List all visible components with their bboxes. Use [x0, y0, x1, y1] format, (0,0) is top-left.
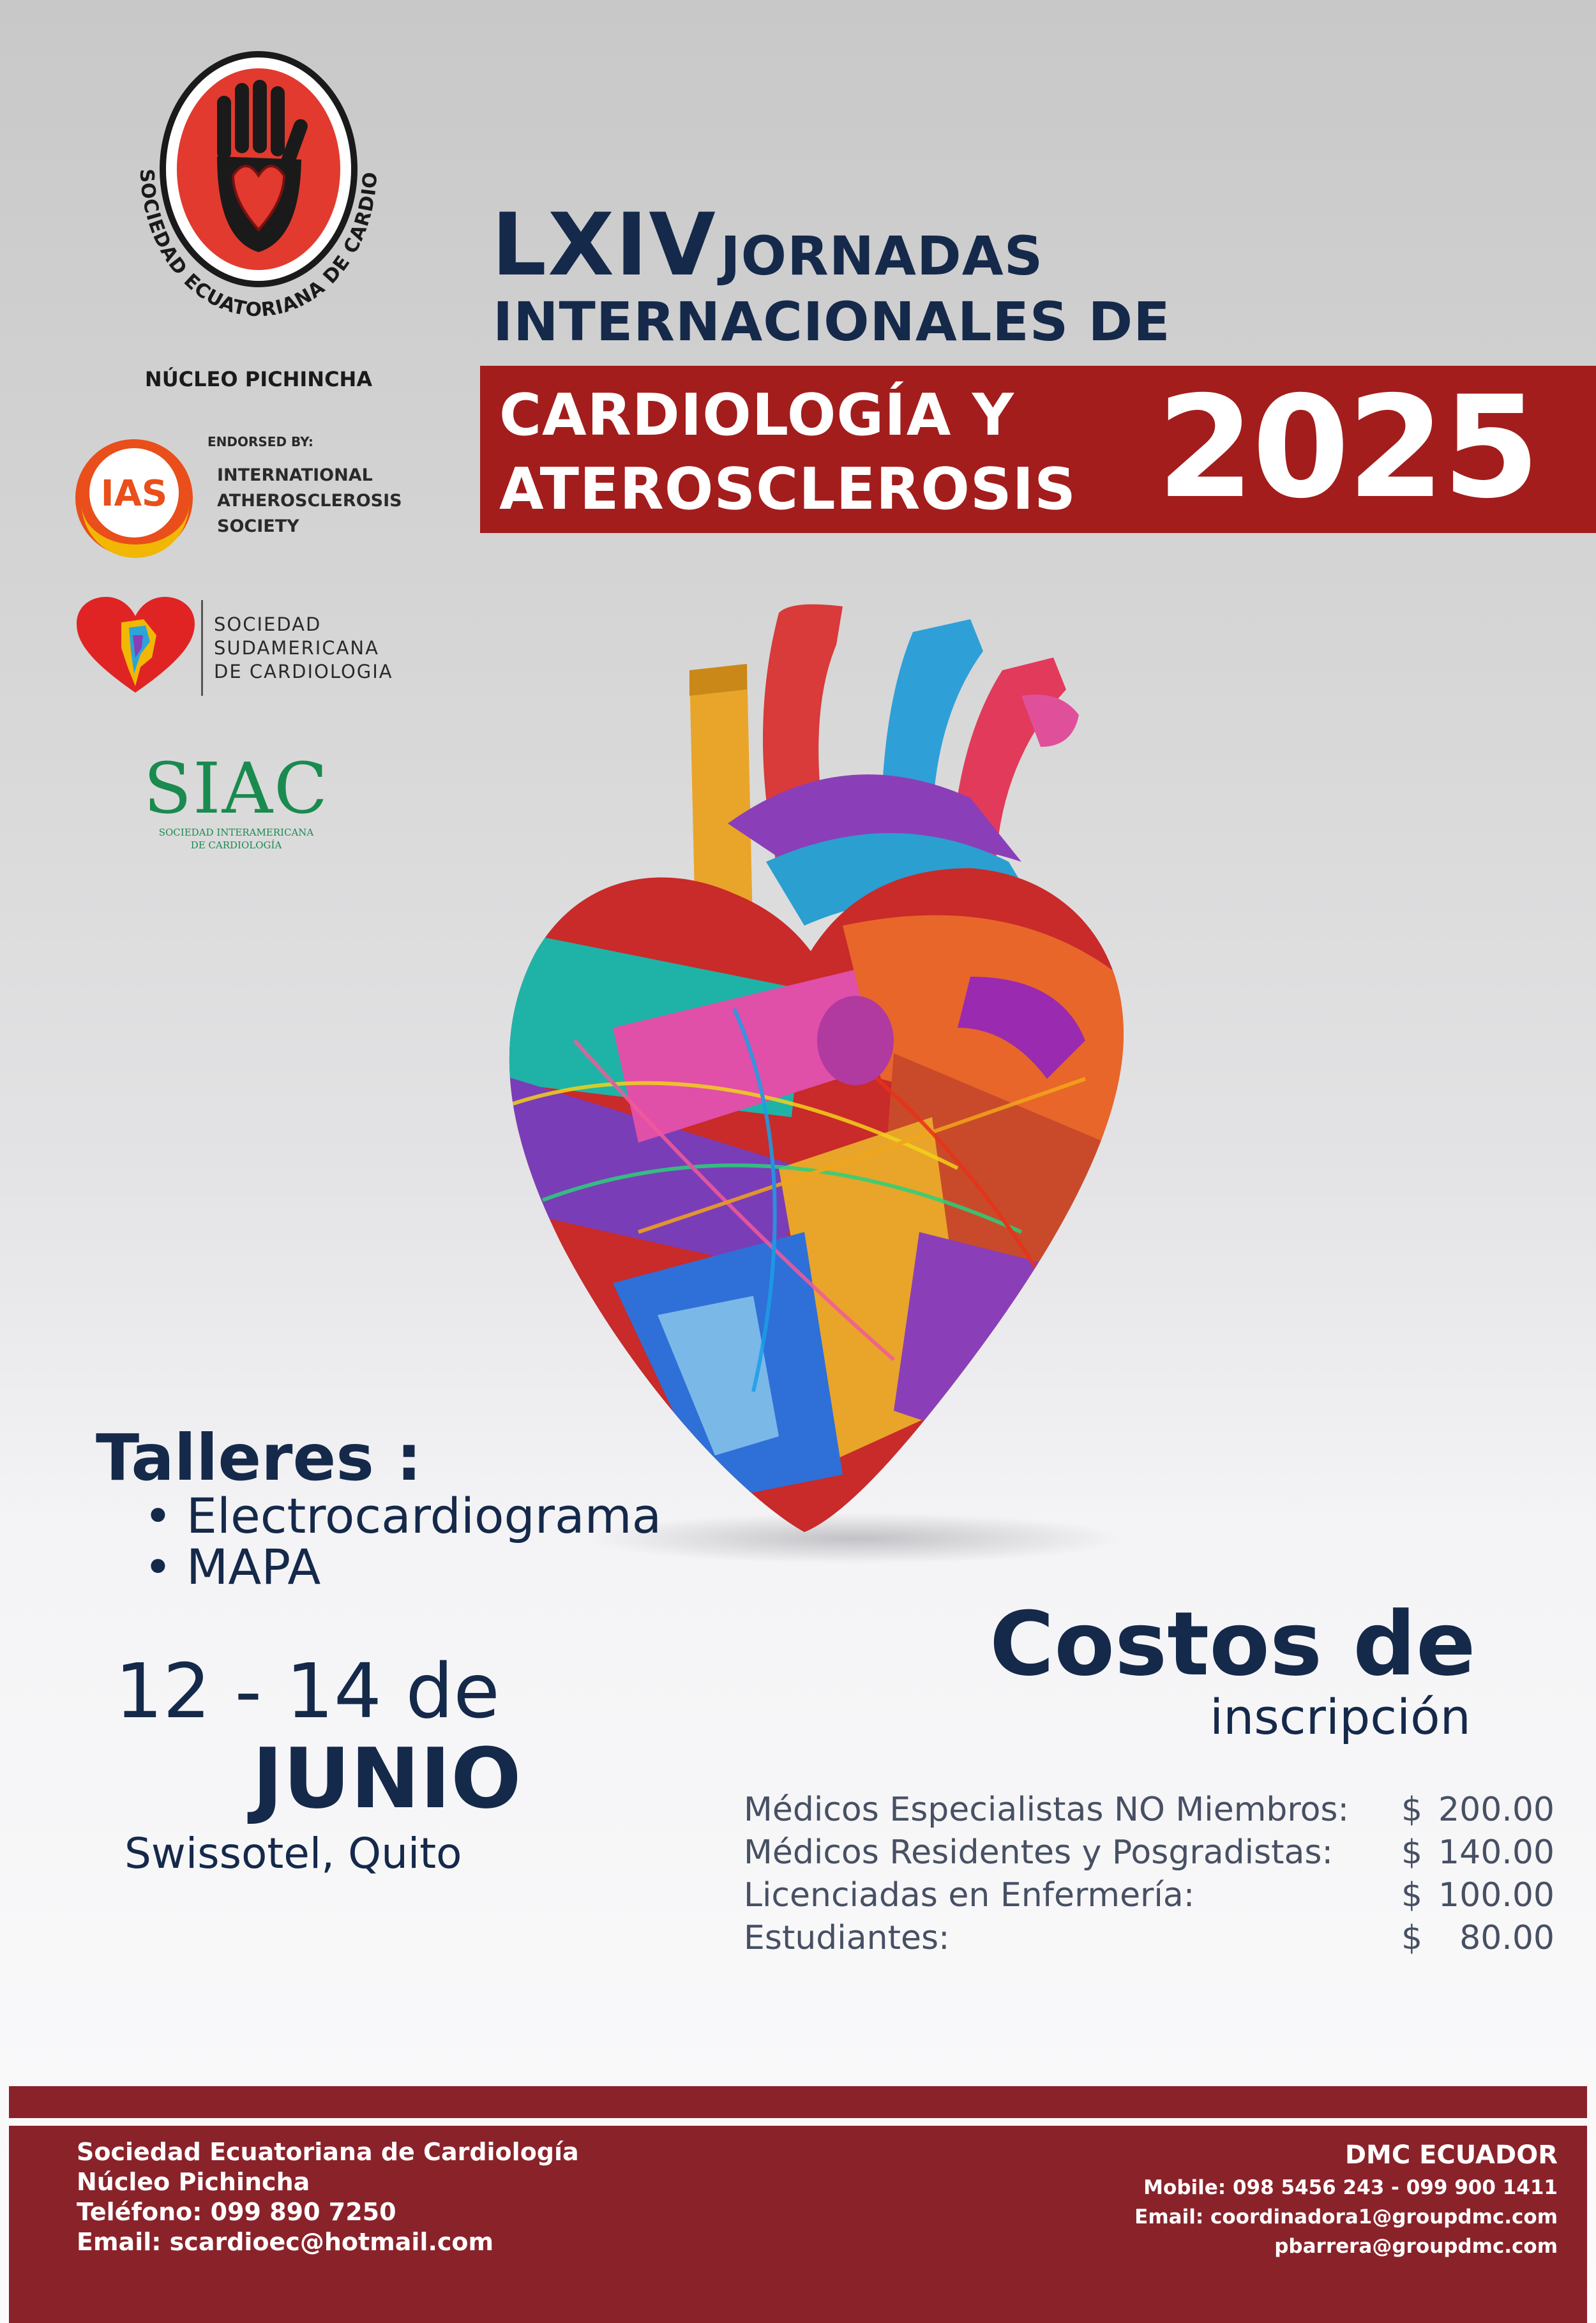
- title-band-line: ATEROSCLEROSIS: [499, 456, 1076, 523]
- cost-currency: $: [1401, 1791, 1423, 1829]
- cost-label: Estudiantes:: [744, 1919, 950, 1957]
- costs-subheading: inscripción: [1210, 1688, 1471, 1745]
- title-band-line: CARDIOLOGÍA Y: [499, 382, 1014, 449]
- ssc-logo: [77, 597, 409, 699]
- siac-subtitle-line: SOCIEDAD INTERAMERICANA: [158, 827, 314, 838]
- cost-label: Médicos Especialistas NO Miembros:: [744, 1791, 1350, 1829]
- ias-name: [217, 463, 402, 539]
- ias-logo: [70, 428, 428, 555]
- workshop-item: • MAPA: [144, 1542, 661, 1593]
- ssc-name-line: SUDAMERICANA: [214, 637, 379, 659]
- heart-map-icon: [77, 597, 195, 699]
- footer-org: Sociedad Ecuatoriana de Cardiología: [77, 2138, 579, 2166]
- footer-email: Email: scardioec@hotmail.com: [77, 2228, 494, 2256]
- sec-caption: NÚCLEO PICHINCHA: [144, 367, 373, 391]
- ias-endorsed: ENDORSED BY:: [207, 434, 313, 449]
- ias-name-line: INTERNATIONAL: [217, 465, 373, 485]
- footer-dmc-email: Email: coordinadora1@groupdmc.com: [1134, 2206, 1558, 2229]
- workshops-list: [144, 1487, 662, 1595]
- cost-currency: $: [1401, 1833, 1423, 1872]
- event-year: 2025: [1157, 366, 1538, 529]
- footer-dmc-title: DMC ECUADOR: [1344, 2140, 1558, 2170]
- ssc-name-line: DE CARDIOLOGIA: [214, 661, 393, 682]
- cost-amount: 200.00: [1438, 1791, 1555, 1829]
- siac-subtitle-line: DE CARDIOLOGÍA: [190, 839, 282, 851]
- footer-dmc-email2: pbarrera@groupdmc.com: [1274, 2235, 1558, 2258]
- workshop-item: • Electrocardiograma: [144, 1491, 661, 1542]
- edition-number: LXIV: [492, 195, 717, 295]
- cost-amount: 100.00: [1438, 1876, 1555, 1914]
- footer-dmc-mobile: Mobile: 098 5456 243 - 099 900 1411: [1143, 2176, 1558, 2199]
- ssc-name: [214, 613, 393, 684]
- cost-row: [744, 1833, 1555, 1876]
- cost-amount: 80.00: [1459, 1919, 1555, 1957]
- title-jornadas: JORNADAS: [720, 225, 1044, 287]
- footer-contact-sec: [77, 2137, 579, 2257]
- siac-subtitle: [134, 826, 338, 852]
- costs-table: [744, 1791, 1555, 1962]
- cost-row: [744, 1791, 1555, 1833]
- ias-name-line: SOCIETY: [217, 516, 299, 536]
- ias-emblem-icon: [70, 434, 198, 562]
- cost-currency: $: [1401, 1919, 1423, 1957]
- cost-currency: $: [1401, 1876, 1423, 1914]
- ssc-name-line: SOCIEDAD: [214, 613, 322, 635]
- footer-contact-dmc: [1134, 2137, 1558, 2261]
- event-dates: 12 - 14 de: [115, 1647, 500, 1735]
- footer-branch: Núcleo Pichincha: [77, 2168, 310, 2196]
- sec-logo: [115, 48, 402, 405]
- yarn-heart-illustration: [447, 594, 1200, 1564]
- cost-amount: 140.00: [1438, 1833, 1555, 1872]
- event-title-line1: [492, 195, 1043, 295]
- event-venue: Swissotel, Quito: [124, 1829, 462, 1878]
- cost-row: [744, 1919, 1555, 1962]
- costs-heading: Costos de: [990, 1593, 1476, 1695]
- ssc-divider: [201, 600, 203, 696]
- event-month: JUNIO: [252, 1730, 522, 1827]
- cost-label: Licenciadas en Enfermería:: [744, 1876, 1195, 1914]
- sec-ring-text: SOCIEDAD ECUATORIANA DE CARDIO: [135, 168, 382, 322]
- siac-title: SIAC: [143, 748, 329, 829]
- footer-top-strip: [9, 2086, 1587, 2118]
- cost-label: Médicos Residentes y Posgradistas:: [744, 1833, 1333, 1872]
- workshops-heading: Talleres :: [96, 1420, 422, 1495]
- ias-name-line: ATHEROSCLEROSIS: [217, 491, 402, 511]
- cost-row: [744, 1876, 1555, 1919]
- ias-mark: IAS: [100, 473, 168, 515]
- title-band-text: [499, 379, 1076, 527]
- title-band: [480, 366, 1596, 533]
- siac-logo: [134, 748, 338, 862]
- footer-phone: Teléfono: 099 890 7250: [77, 2198, 396, 2226]
- event-title-line2: INTERNACIONALES DE: [493, 290, 1171, 353]
